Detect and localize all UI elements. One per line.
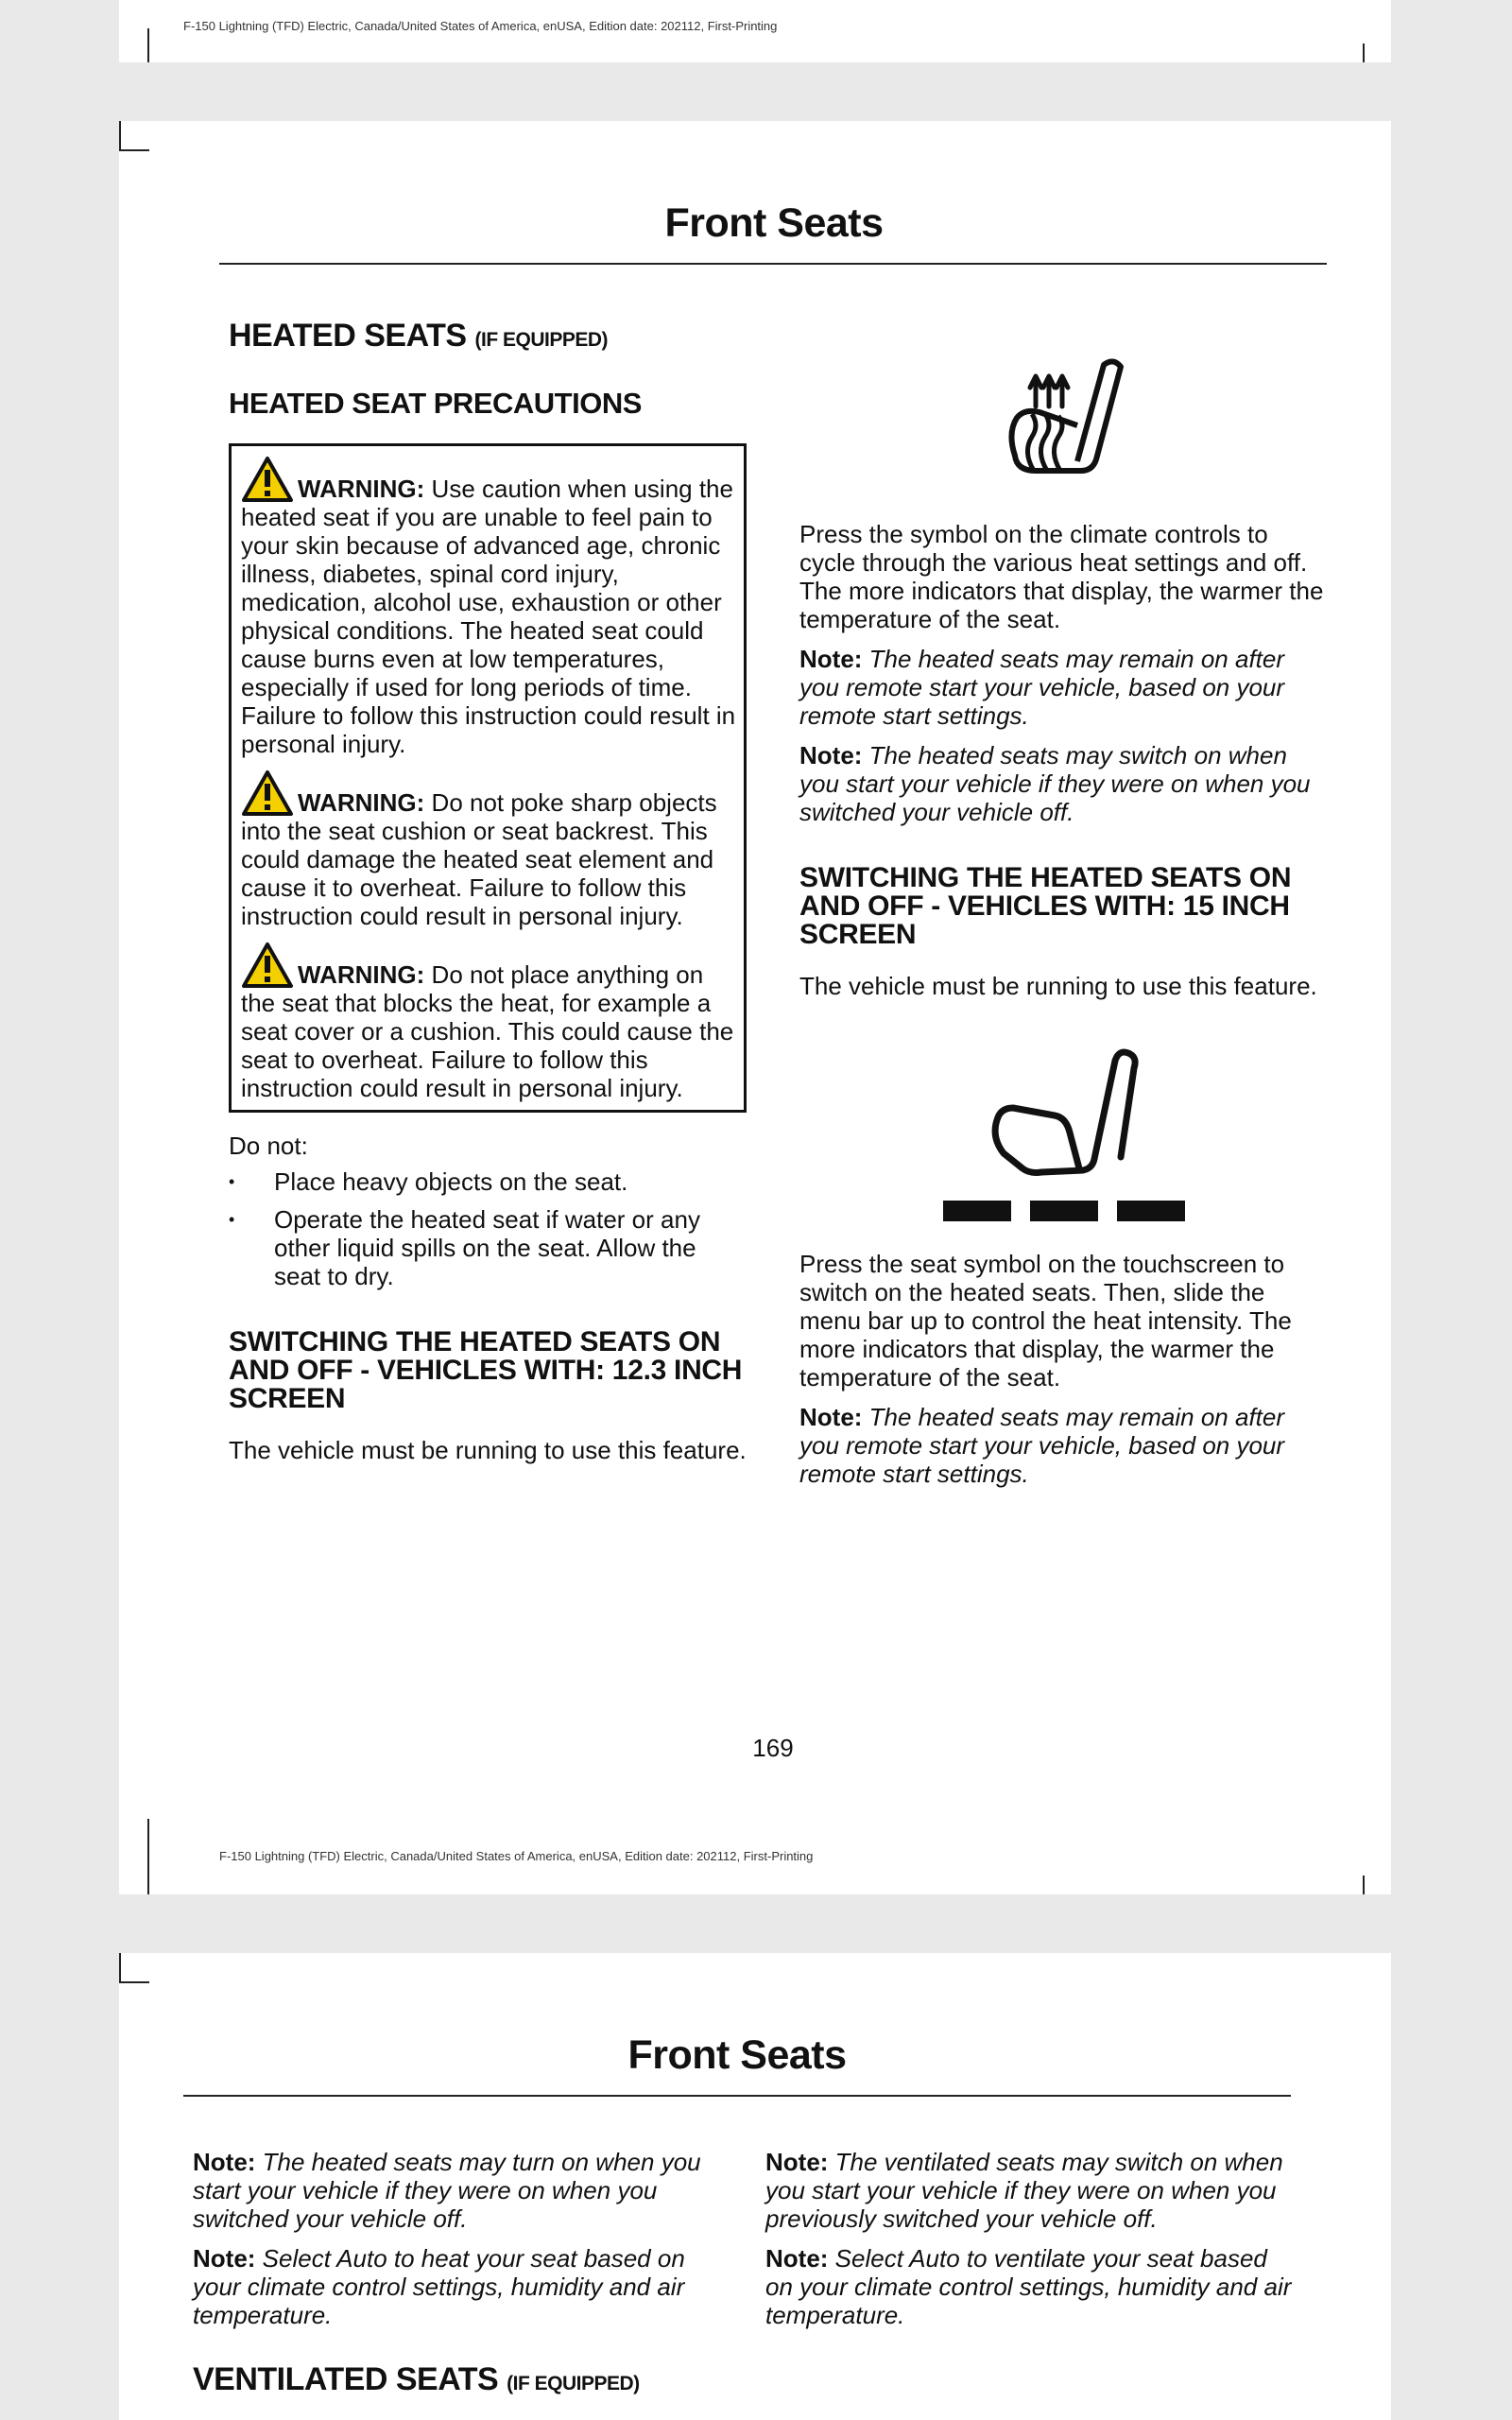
crop-mark	[147, 1819, 149, 1894]
note: Note: The heated seats may remain on after you remote start your vehicle, based on your remote start settings.	[799, 645, 1285, 730]
note: Note: The heated seats may switch on when you start your vehicle if they were on when you switched your vehicle off.	[799, 741, 1311, 826]
note: Note: The ventilated seats may switch on when you start your vehicle if they were on when you previously switched your vehicle off.	[765, 2148, 1283, 2233]
crop-mark	[1363, 1876, 1365, 1894]
left-column	[229, 318, 747, 1464]
section-heading: HEATED SEATS (IF EQUIPPED)	[229, 318, 609, 354]
page-title: Front Seats	[664, 200, 884, 246]
crop-mark	[1363, 43, 1365, 62]
section-heading: SWITCHING THE HEATED SEATS ON AND OFF - VEHICLES WITH: 12.3 INCH SCREEN	[229, 1326, 743, 1414]
body-text: Press the seat symbol on the touchscreen to switch on the heated seats. Then, slide the menu bar up to control the heat intensity. The more indicators that display, the warmer the temperature of the seat.	[799, 1250, 1292, 1392]
note: Note: The heated seats may remain on after you remote start your vehicle, based on your remote start settings.	[799, 1403, 1285, 1488]
title-rule	[183, 2095, 1291, 2097]
title-rule	[219, 263, 1327, 265]
left-column	[193, 2148, 722, 2398]
warning-triangle-icon	[241, 769, 294, 817]
note: Note: The heated seats may turn on when you start your vehicle if they were on when you switched your vehicle off.	[193, 2148, 701, 2233]
subsection-heading: HEATED SEAT PRECAUTIONS	[229, 387, 642, 420]
crop-mark	[119, 121, 149, 151]
body-text: The vehicle must be running to use this feature.	[799, 972, 1317, 1000]
page-title: Front Seats	[627, 2032, 847, 2078]
list-item: • Operate the heated seat if water or any other liquid spills on the seat. Allow the seat to dry.	[229, 1205, 747, 1290]
warning-paragraph: WARNING: Do not poke sharp objects into the seat cushion or seat backrest. This could damage the heated seat element and cause it to overheat. Failure to follow this instruction could result in personal injury.	[241, 769, 736, 930]
manual-page-169	[119, 121, 1391, 1894]
heated-seat-icon	[799, 357, 1329, 490]
right-column	[765, 2148, 1295, 2329]
warning-box	[229, 443, 747, 1113]
warning-paragraph: WARNING: Do not place anything on the seat that blocks the heat, for example a seat cover or a cushion. This could cause the seat to overheat. Failure to follow this instruction could result in personal injury.	[241, 942, 736, 1102]
crop-mark	[147, 28, 149, 62]
note: Note: Select Auto to ventilate your seat based on your climate control settings, humidity and air temperature.	[765, 2244, 1292, 2329]
warning-paragraph: WARNING: Use caution when using the heated seat if you are unable to feel pain to your skin because of advanced age, chronic illness, diabetes, spinal cord injury, medication, alcohol use, exhaustion or other physical conditions. The heated seat could cause burns even at low temperatures, especially if used for long periods of time. Failure to follow this instruction could result in personal injury.	[241, 456, 736, 758]
list-item: • Place heavy objects on the seat.	[229, 1167, 747, 1196]
page-number: 169	[752, 1734, 794, 1762]
warning-triangle-icon	[241, 942, 294, 989]
seat-touchscreen-icon	[799, 1042, 1329, 1231]
section-heading: VENTILATED SEATS (IF EQUIPPED)	[193, 2361, 640, 2397]
edition-line: F-150 Lightning (TFD) Electric, Canada/United States of America, enUSA, Edition date: 202112, First-Printing	[183, 19, 778, 33]
section-heading: SWITCHING THE HEATED SEATS ON AND OFF - VEHICLES WITH: 15 INCH SCREEN	[799, 862, 1292, 950]
do-not-list	[229, 1167, 747, 1290]
note: Note: Select Auto to heat your seat based on your climate control settings, humidity and air temperature.	[193, 2244, 685, 2329]
previous-page-fragment	[119, 0, 1391, 62]
manual-page-170	[119, 1953, 1391, 2420]
do-not-label: Do not:	[229, 1132, 308, 1160]
body-text: The vehicle must be running to use this feature.	[229, 1436, 747, 1464]
warning-triangle-icon	[241, 456, 294, 503]
body-text: Press the symbol on the climate controls to cycle through the various heat settings and off. The more indicators that display, the warmer the temperature of the seat.	[799, 520, 1324, 633]
crop-mark	[119, 1953, 149, 1983]
right-column	[799, 357, 1329, 1488]
edition-line: F-150 Lightning (TFD) Electric, Canada/United States of America, enUSA, Edition date: 202112, First-Printing	[219, 1849, 814, 1863]
